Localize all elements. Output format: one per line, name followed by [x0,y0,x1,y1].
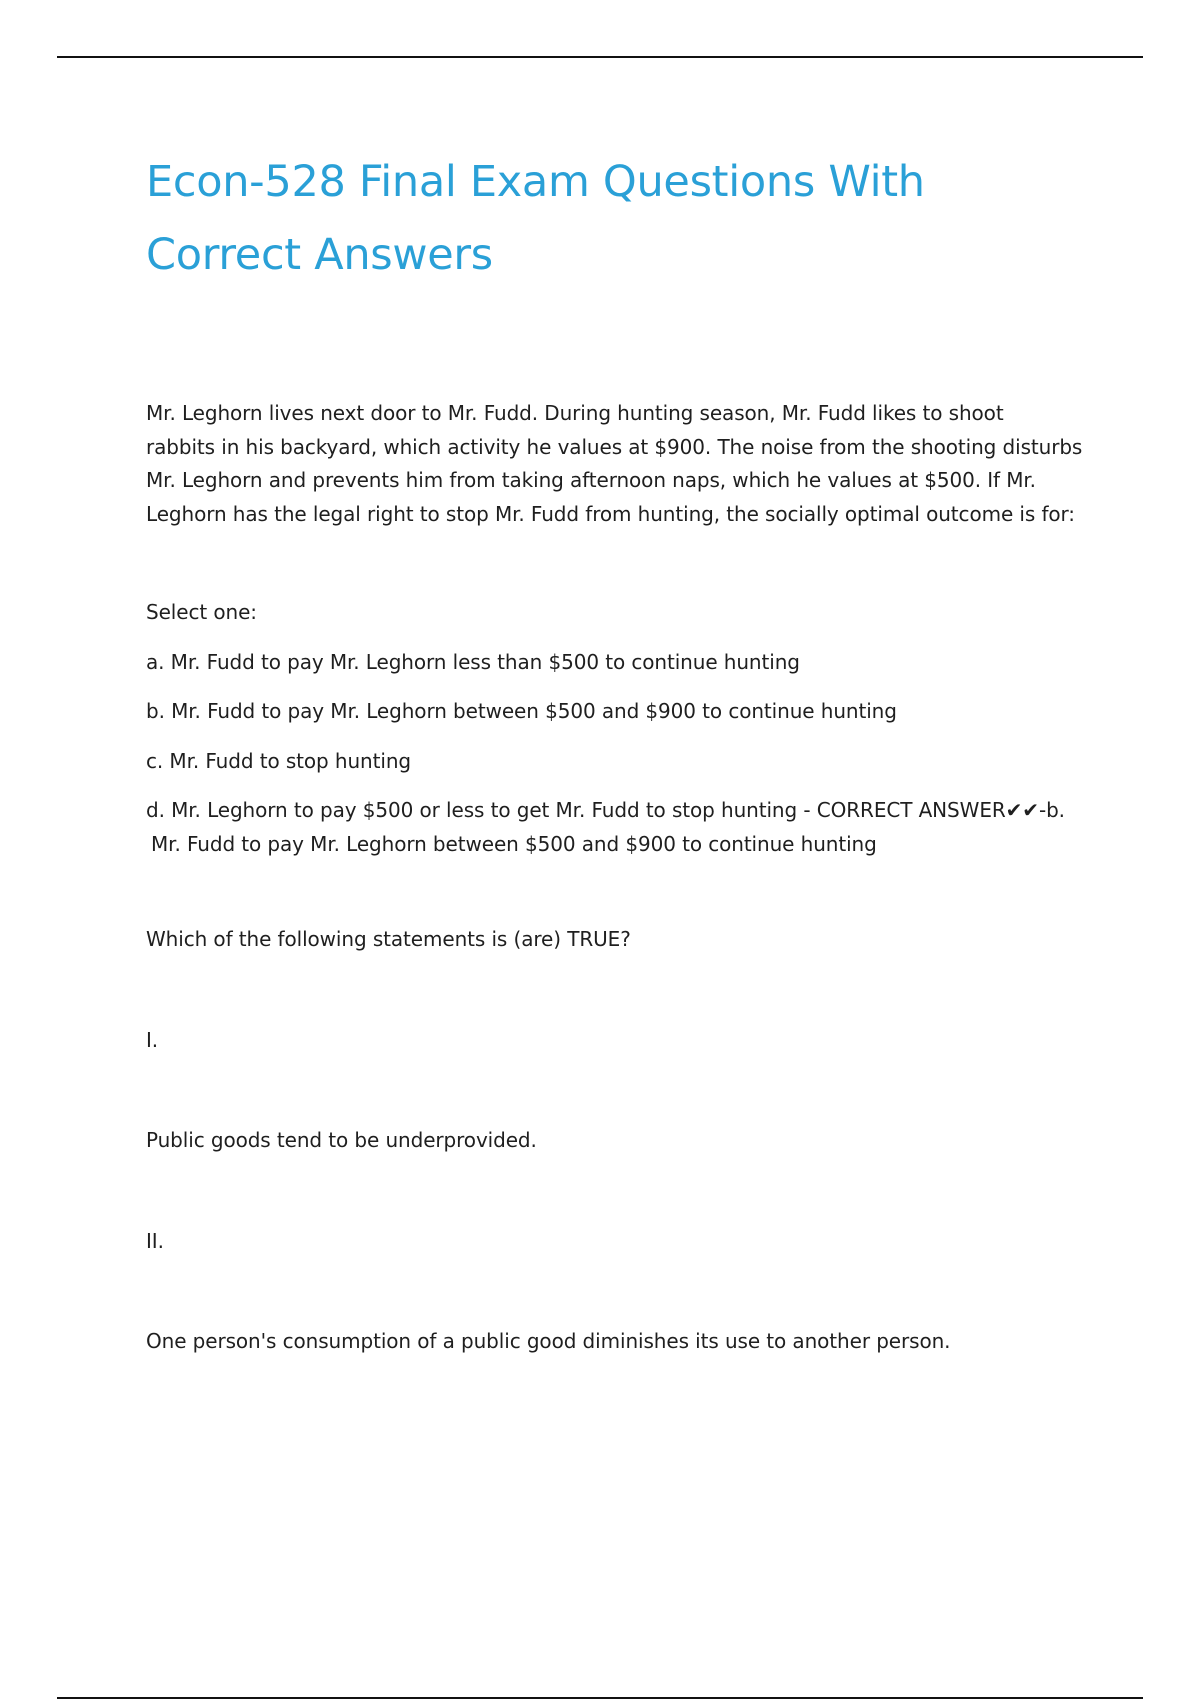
question-1-line-1: Mr. Leghorn lives next door to Mr. Fudd. During hunting season, Mr. Fudd likes to shoot [146,401,1004,425]
question-1-line-3: Mr. Leghorn and prevents him from taking afternoon naps, which he values at $500. If Mr. [146,468,1036,492]
select-one-prompt: Select one: [146,600,257,624]
option-b: b. Mr. Fudd to pay Mr. Leghorn between $500 and $900 to continue hunting [146,699,897,723]
title-line-2: Correct Answers [146,230,493,280]
question-2-text: Which of the following statements is (are) TRUE? [146,927,631,951]
question-1-line-2: rabbits in his backyard, which activity he values at $900. The noise from the shooting disturbs [146,434,1083,459]
option-a: a. Mr. Fudd to pay Mr. Leghorn less than $500 to continue hunting [146,649,800,674]
title-line-1: Econ-528 Final Exam Questions With [146,157,925,207]
question-1-line-4: Leghorn has the legal right to stop Mr. Fudd from hunting, the socially optimal outcome is for: [146,501,1075,526]
document-title [146,146,1096,292]
roman-numeral-1: I. [146,1027,159,1052]
statement-1: Public goods tend to be underprovided. [146,1128,537,1152]
footer-rule [57,1697,1143,1699]
option-c: c. Mr. Fudd to stop hunting [146,748,411,773]
option-d-line-1: d. Mr. Leghorn to pay $500 or less to get Mr. Fudd to stop hunting - CORRECT ANSWER✔✔-b. [146,798,1065,822]
statement-2: One person's consumption of a public good diminishes its use to another person. [146,1329,951,1353]
option-d-with-answer [146,794,1096,861]
roman-numeral-2: II. [146,1228,164,1253]
document-body [146,146,1096,1359]
question-1-text [146,397,1096,531]
header-rule [57,56,1143,58]
option-d-line-2: Mr. Fudd to pay Mr. Leghorn between $500 and $900 to continue hunting [151,831,877,856]
